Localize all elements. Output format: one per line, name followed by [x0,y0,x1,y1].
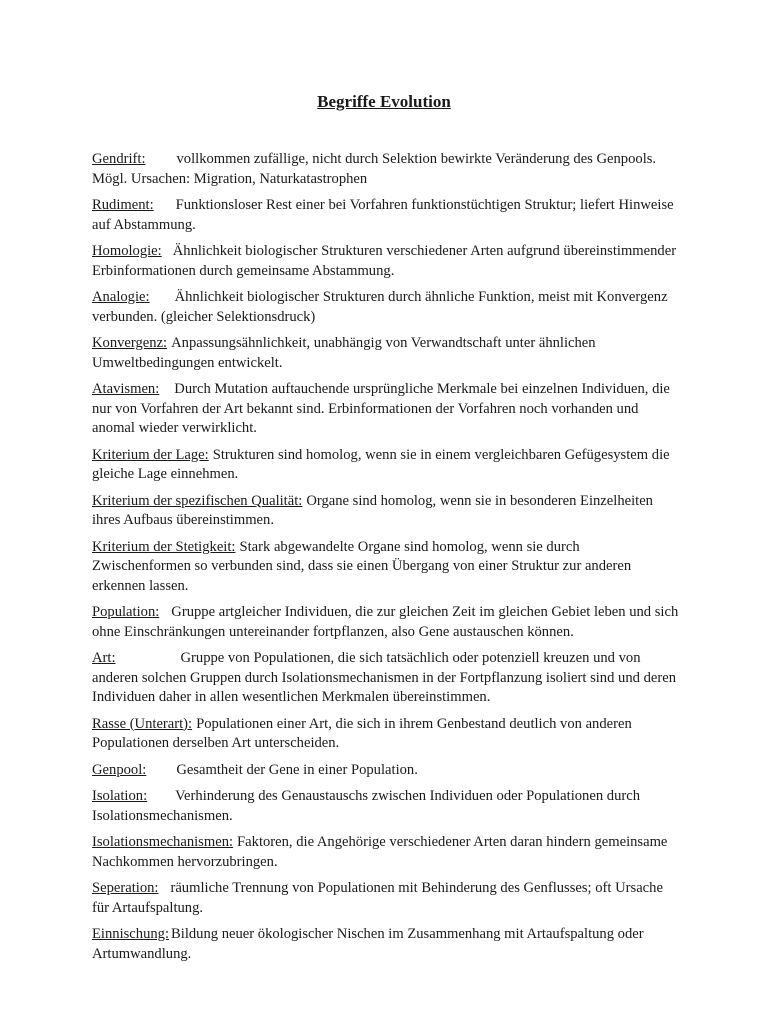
term: Konvergenz: [92,335,168,351]
glossary-entry-rasse [92,715,682,754]
definition: Anpassungsähnlichkeit, unabhängig von Verwandtschaft unter ähnlichen Umweltbedingungen entwickelt. [92,335,596,371]
definition: Bildung neuer ökologischer Nischen im Zusammenhang mit Artaufspaltung oder Artumwandlung. [92,926,644,962]
glossary-entry-analogie [92,288,682,327]
definition: Ähnlichkeit biologischer Strukturen durch ähnliche Funktion, meist mit Konvergenz verbunden. (gleicher Selektionsdruck) [92,289,668,325]
definition: Verhinderung des Genaustauschs zwischen Individuen oder Populationen durch Isolationsmechanismen. [92,788,640,824]
definition: Stark abgewandelte Organe sind homolog, wenn sie durch Zwischenformen so verbunden sind, dass sie einen Übergang von einer Struktur zur anderen erkennen lassen. [92,538,632,594]
term: Einnischung: [92,926,170,942]
term: Genpool: [92,761,147,778]
definition: Gesamtheit der Gene in einer Population. [176,761,418,778]
glossary-entry-kriterium-stetigkeit [92,538,682,597]
definition: Durch Mutation auftauchende ursprüngliche Merkmale bei einzelnen Individuen, die nur von Vorfahren der Art bekannt sind. Erbinformationen der Vorfahren noch vorhanden und anomal wieder verwirklicht. [92,381,670,436]
glossary-entry-homologie [92,242,682,281]
glossary-entry-gendrift [92,150,682,189]
glossary-entry-rudiment [92,196,682,235]
term: Seperation: [92,880,159,896]
glossary-entry-kriterium-lage [92,446,682,485]
definition: Strukturen sind homolog, wenn sie in einem vergleichbaren Gefügesystem die gleiche Lage einnehmen. [92,446,670,482]
definition: Ähnlichkeit biologischer Strukturen verschiedener Arten aufgrund übereinstimmender Erbinformationen durch gemeinsame Abstammung. [92,243,677,279]
glossary-list [92,150,682,971]
term: Atavismen: [92,381,160,397]
definition: Gruppe artgleicher Individuen, die zur gleichen Zeit im gleichen Gebiet leben und sich ohne Einschränkungen untereinander fortpflanzen, also Gene austauschen können. [92,604,679,640]
glossary-entry-isolationsmechanismen [92,833,682,872]
term: Isolationsmechanismen: [92,834,234,850]
glossary-entry-population [92,603,682,642]
glossary-entry-einnischung [92,925,682,964]
term: Rudiment: [92,197,154,213]
definition: räumliche Trennung von Populationen mit Behinderung des Genflusses; oft Ursache für Artaufspaltung. [92,880,663,916]
definition: vollkommen zufällige, nicht durch Selektion bewirkte Veränderung des Genpools. Mögl. Ursachen: Migration, Naturkatastrophen [92,151,657,187]
term: Kriterium der Lage: [92,446,209,463]
glossary-entry-art [92,649,682,708]
term: Isolation: [92,788,148,804]
term: Homologie: [92,243,162,259]
term: Gendrift: [92,151,146,167]
term: Art: [92,650,116,666]
term: Rasse (Unterart): [92,715,193,732]
glossary-entry-seperation [92,879,682,918]
glossary-entry-atavismen [92,380,682,439]
page-title: Begriffe Evolution [317,92,451,111]
term: Analogie: [92,289,150,305]
term: Kriterium der Stetigkeit: [92,538,236,555]
term: Population: [92,604,160,620]
definition: Faktoren, die Angehörige verschiedener Arten daran hindern gemeinsame Nachkommen hervorzubringen. [92,834,668,870]
definition: Gruppe von Populationen, die sich tatsächlich oder potenziell kreuzen und von anderen solchen Gruppen durch Isolationsmechanismen in der Fortpflanzung isoliert sind und deren Individuen daher in allen wesentlichen Merkmalen übereinstimmen. [92,650,676,705]
definition: Funktionsloser Rest einer bei Vorfahren funktionstüchtigen Struktur; liefert Hinweise auf Abstammung. [92,197,674,233]
glossary-entry-konvergenz [92,334,682,373]
glossary-entry-isolation [92,787,682,826]
definition: Populationen einer Art, die sich in ihrem Genbestand deutlich von anderen Populationen derselben Art unterscheiden. [92,715,632,751]
term: Kriterium der spezifischen Qualität: [92,492,303,509]
glossary-entry-kriterium-qualitaet [92,492,682,531]
glossary-entry-genpool [92,761,682,781]
definition: Organe sind homolog, wenn sie in besonderen Einzelheiten ihres Aufbaus übereinstimmen. [92,492,653,528]
